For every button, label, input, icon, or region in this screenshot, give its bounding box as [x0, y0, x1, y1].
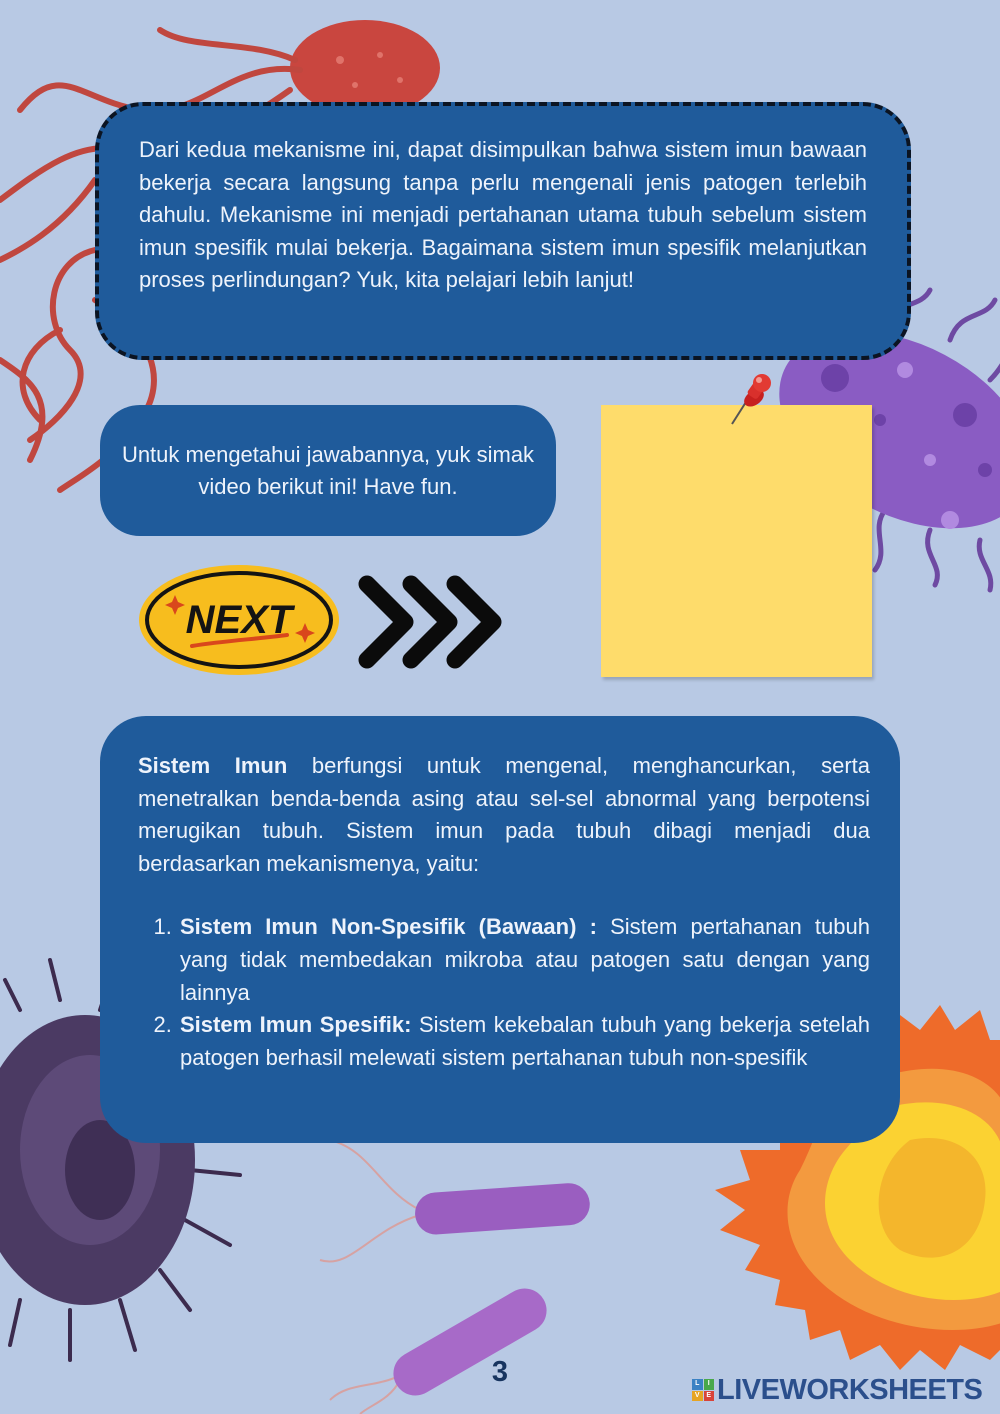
- video-prompt-text: Untuk mengetahui jawabannya, yuk simak video berikut ini! Have fun.: [121, 442, 535, 499]
- logo-letter: L: [692, 1379, 703, 1390]
- list-item-text: Sistem kekebalan tubuh yang bekerja setelah patogen berhasil melewati sistem pertahanan tubuh non-spesifik: [180, 1012, 870, 1070]
- sticky-note[interactable]: [601, 405, 872, 677]
- intro-text: Dari kedua mekanisme ini, dapat disimpulkan bahwa sistem imun bawaan bekerja secara langsung tanpa perlu mengenali jenis patogen terlebih dahulu. Mekanisme ini menjadi pertahanan utama tubuh sebelum sistem imun spesifik mulai bekerja. Bagaimana sistem imun spesifik melanjutkan proses perlindungan? Yuk, kita pelajari lebih lanjut!: [139, 137, 867, 293]
- logo-letter: V: [692, 1391, 703, 1402]
- list-item: [178, 911, 870, 1009]
- immune-intro-bold: Sistem Imun: [138, 753, 288, 778]
- rod-bacteria-icon: [320, 1140, 591, 1414]
- liveworksheets-brand: LIVEWORKSHEETS: [717, 1373, 983, 1406]
- page-number: 3: [491, 1356, 509, 1388]
- immune-info-box: [100, 716, 900, 1143]
- intro-text-box: [95, 102, 911, 360]
- liveworksheets-logo[interactable]: [692, 1372, 982, 1408]
- logo-letter: I: [704, 1379, 715, 1390]
- next-button[interactable]: [137, 563, 341, 677]
- logo-letter: E: [704, 1391, 715, 1402]
- pushpin-icon: [724, 372, 774, 428]
- chevron-arrows-icon: [355, 572, 505, 672]
- list-item-text: Sistem pertahanan tubuh yang tidak membedakan mikroba atau patogen satu dengan yang lainnya: [180, 914, 870, 1005]
- liveworksheets-logo-icon: [692, 1379, 714, 1401]
- video-prompt-box: [100, 405, 556, 536]
- immune-intro-paragraph: [138, 750, 870, 880]
- list-item-title: Sistem Imun Non-Spesifik (Bawaan) :: [180, 914, 597, 940]
- list-item: [178, 1009, 870, 1074]
- next-label: NEXT: [185, 598, 293, 642]
- immune-intro-text: berfungsi untuk mengenal, menghancurkan, serta menetralkan benda-benda asing atau sel-sel abnormal yang berpotensi merugikan tubuh. Sistem imun pada tubuh dibagi menjadi dua berdasarkan mekanismenya, yaitu:: [138, 753, 870, 876]
- immune-type-list: [138, 911, 870, 1074]
- list-item-title: Sistem Imun Spesifik:: [180, 1012, 412, 1038]
